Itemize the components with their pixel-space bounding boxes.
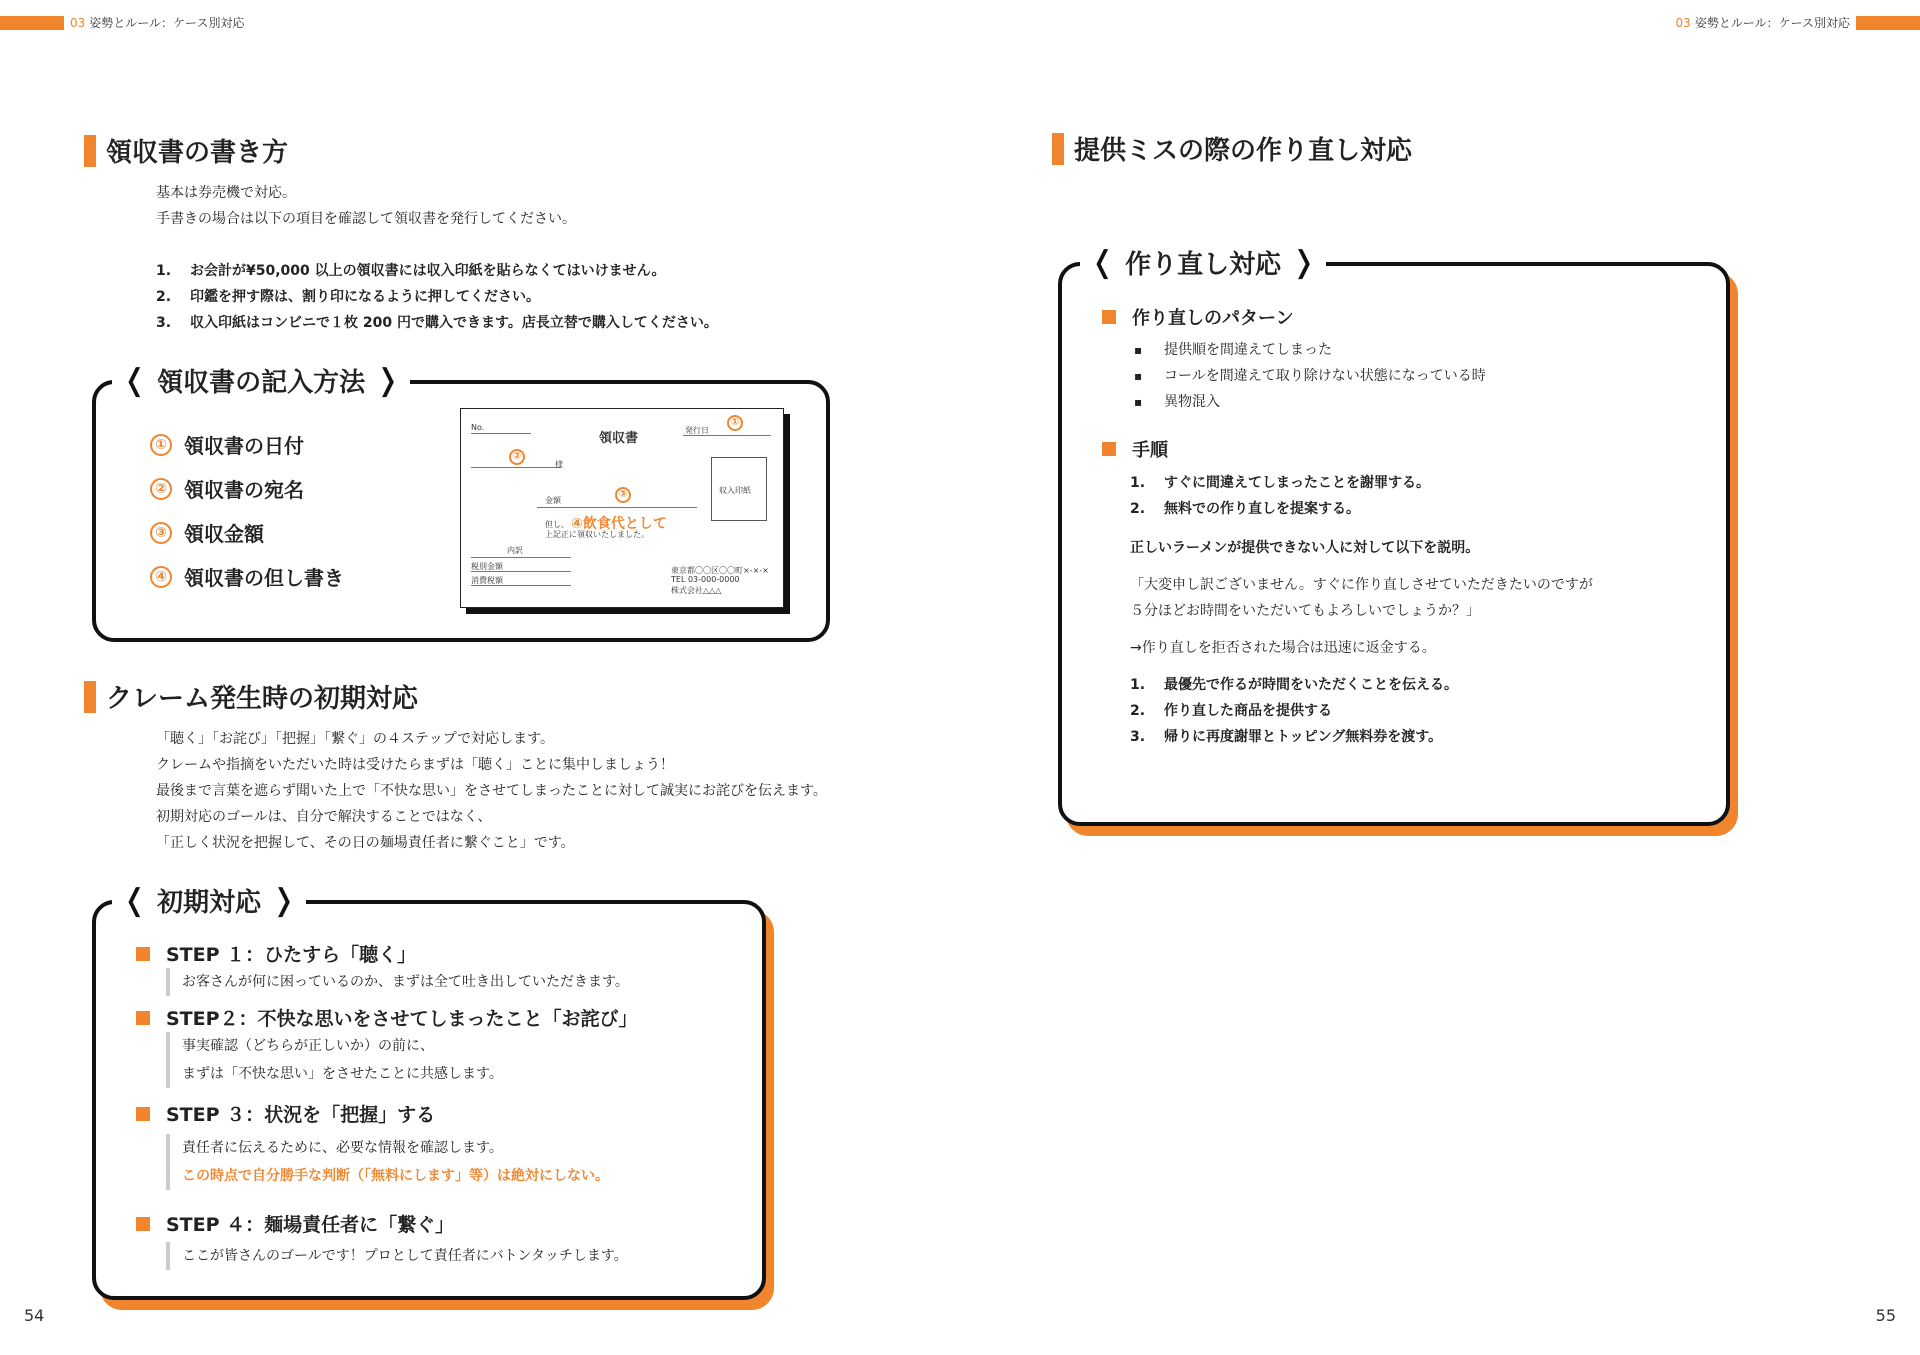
step-heading: STEP２：不快な思いをさせてしまったこと「お詫び」 — [136, 1004, 638, 1031]
header-right — [1676, 14, 1850, 31]
list-item: 3. 帰りに再度謝罪とトッピング無料券を渡す。 — [1130, 729, 1443, 745]
box-title: ❬ 作り直し対応 ❭ — [1080, 244, 1326, 281]
claim-line: 初期対応のゴールは、自分で解決することではなく、 — [156, 809, 492, 825]
tax-excl-label: 税別金額 — [471, 562, 503, 571]
chapter-number: 03 — [70, 16, 86, 30]
section-title — [84, 132, 288, 169]
step-note: ここが皆さんのゴールです！プロとして責任者にバトンタッチします。 — [166, 1242, 628, 1270]
issuer-company: 株式会社△△△ — [671, 586, 722, 595]
tax-label: 消費税額 — [471, 576, 503, 585]
title-accent-bar — [84, 681, 96, 713]
title-accent-bar — [84, 135, 96, 167]
issuer-tel: TEL 03-000-0000 — [671, 575, 740, 584]
explain-text: 正しいラーメンが提供できない人に対して以下を説明。 — [1130, 540, 1480, 556]
page-number-right: 55 — [1875, 1306, 1896, 1325]
stamp-label: 収入印紙 — [719, 486, 751, 495]
procedure-heading: 手順 — [1102, 436, 1168, 462]
page-number-left: 54 — [24, 1306, 45, 1325]
chapter-title: 姿勢とルール：ケース別対応 — [89, 16, 245, 30]
receipt-item: ① 領収書の日付 — [150, 430, 304, 459]
claim-intro — [156, 726, 827, 856]
section-title-text: 提供ミスの際の作り直し対応 — [1074, 136, 1413, 166]
refund-note: →作り直しを拒否された場合は迅速に返金する。 — [1130, 640, 1436, 656]
pattern-heading: 作り直しのパターン — [1102, 304, 1294, 330]
step-note: 責任者に伝えるために、必要な情報を確認します。 この時点で自分勝手な判断（「無料にします」等）は絶対にしない。 — [166, 1134, 609, 1190]
list-item: 1. 最優先で作るが時間をいただくことを伝える。 — [1130, 677, 1458, 693]
step-heading: STEP ４：麺場責任者に「繋ぐ」 — [136, 1210, 454, 1237]
chapter-title: 姿勢とルール：ケース別対応 — [1694, 16, 1850, 30]
list-item: ▪ 異物混入 — [1134, 389, 1486, 415]
received-note: 上記正に領収いたしました。 — [545, 530, 649, 539]
intro-line: 手書きの場合は以下の項目を確認して領収書を発行してください。 — [156, 211, 576, 227]
header-bar-right — [1856, 16, 1920, 30]
receipt-item: ④ 領収書の但し書き — [150, 562, 344, 591]
list-item: 2. 作り直した商品を提供する — [1130, 703, 1332, 719]
box-title-text: 領収書の記入方法 — [157, 368, 366, 398]
list-item: ▪ 提供順を間違えてしまった — [1134, 337, 1486, 363]
header-left — [70, 14, 244, 31]
procedure-steps — [1130, 470, 1430, 522]
marker-3: ③ — [615, 487, 631, 503]
remake-steps — [1130, 672, 1458, 750]
sama: 様 — [555, 460, 563, 469]
section-title — [1052, 130, 1412, 167]
list-item: ▪ コールを間違えて取り除けない状態になっている時 — [1134, 363, 1486, 389]
section-title-text: 領収書の書き方 — [106, 138, 289, 168]
step-note: 事実確認（どちらが正しいか）の前に、 まずは「不快な思い」をさせたことに共感します。 — [166, 1032, 503, 1088]
receipt-no: No. — [471, 423, 485, 432]
intro-line: 基本は券売機で対応。 — [156, 185, 296, 201]
list-item: 1. お会計が¥50,000 以上の領収書には収入印紙を貼らなくてはいけません。 — [156, 263, 666, 279]
receipt-title: 領収書 — [599, 431, 639, 446]
box-title: ❬ 初期対応 ❭ — [112, 882, 306, 919]
chapter-number: 03 — [1675, 16, 1691, 30]
list-item: 2. 印鑑を押す際は、割り印になるように押してください。 — [156, 289, 540, 305]
section-title-text: クレーム発生時の初期対応 — [106, 684, 419, 714]
issuer-address: 東京都〇〇区〇〇町×-×-× — [671, 566, 769, 575]
claim-line: クレームや指摘をいただいた時は受けたらまずは「聴く」ことに集中しましょう！ — [156, 757, 674, 773]
receipt-rules — [156, 258, 718, 336]
claim-line: 「聴く」「お詫び」「把握」「繋ぐ」の４ステップで対応します。 — [156, 731, 555, 747]
list-item: 2. 無料での作り直しを提案する。 — [1130, 501, 1360, 517]
issue-date-label: 発行日 — [685, 426, 709, 435]
claim-line: 最後まで言葉を遮らず聞いた上で「不快な思い」をさせてしまったことに対して誠実にお詫びを伝えます。 — [156, 783, 827, 799]
box-title: ❬ 領収書の記入方法 ❭ — [112, 362, 410, 399]
list-item: 3. 収入印紙はコンビニで１枚 200 円で購入できます。店長立替で購入してください。 — [156, 315, 718, 331]
tadashi-value: ④飲食代として — [571, 516, 667, 532]
title-accent-bar — [1052, 133, 1064, 165]
section-title — [84, 678, 418, 715]
step-heading: STEP ３：状況を「把握」する — [136, 1100, 435, 1127]
receipt-item: ③ 領収金額 — [150, 518, 264, 547]
receipt-intro — [156, 180, 576, 232]
tadashi: 但し、 — [545, 520, 569, 529]
receipt-image — [460, 408, 784, 608]
receipt-item: ② 領収書の宛名 — [150, 474, 304, 503]
warning-text: この時点で自分勝手な判断（「無料にします」等）は絶対にしない。 — [182, 1168, 609, 1184]
claim-line: 「正しく状況を把握して、その日の麺場責任者に繋ぐこと」です。 — [156, 835, 575, 851]
step-note: お客さんが何に困っているのか、まずは全て吐き出していただきます。 — [166, 968, 629, 996]
step-heading: STEP １：ひたすら「聴く」 — [136, 940, 416, 967]
marker-2: ② — [509, 449, 525, 465]
header-bar-left — [0, 16, 64, 30]
pattern-list — [1134, 337, 1486, 415]
breakdown-label: 内訳 — [507, 546, 523, 555]
apology-script: 「大変申し訳ございません。すぐに作り直しさせていただきたいのですが ５分ほどお時間をいただいてもよろしいでしょうか？」 — [1130, 577, 1593, 619]
marker-1: ① — [727, 415, 743, 431]
box-title-text: 作り直し対応 — [1125, 250, 1282, 280]
amount-label: 金額 — [545, 496, 561, 505]
list-item: 1. すぐに間違えてしまったことを謝罪する。 — [1130, 475, 1430, 491]
box-title-text: 初期対応 — [157, 888, 262, 918]
